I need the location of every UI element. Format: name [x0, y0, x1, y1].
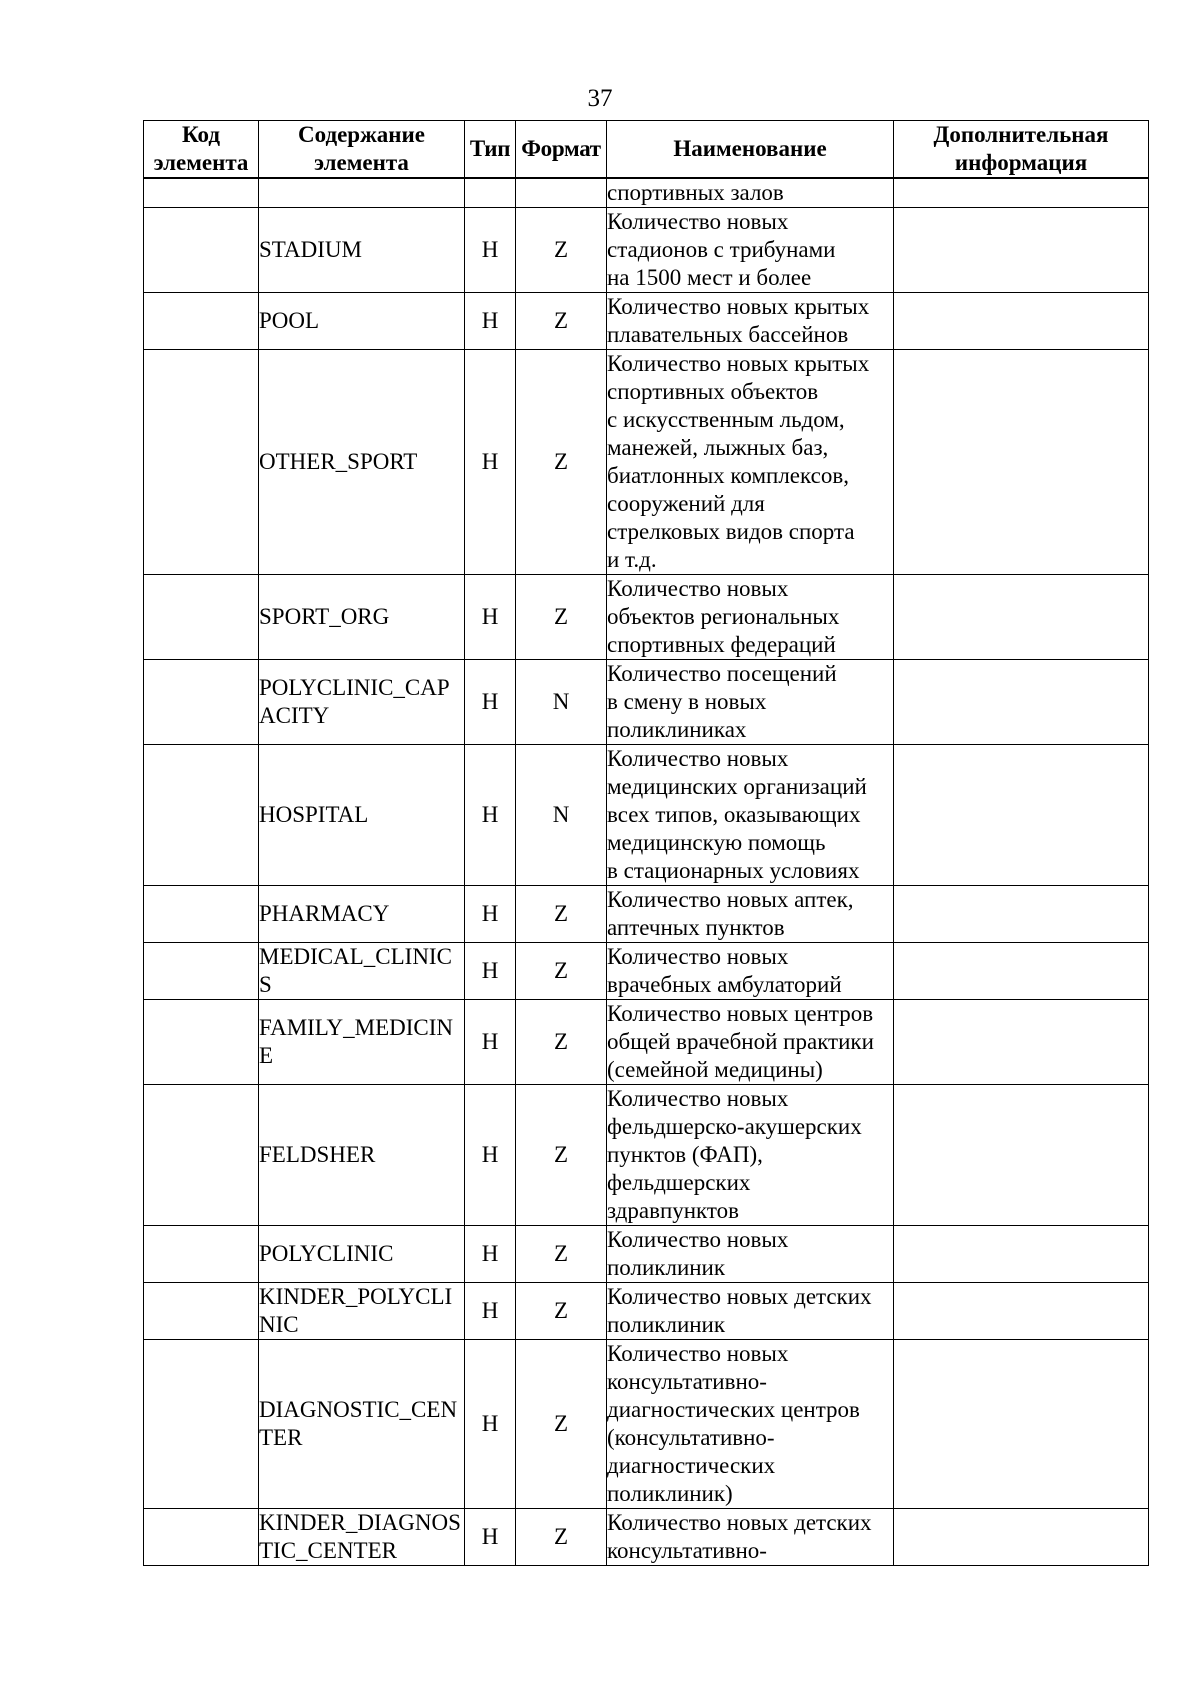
- cell-content: POLYCLINIC_CAPACITY: [259, 660, 465, 745]
- cell-format: Z: [516, 1509, 607, 1566]
- cell-content: [259, 178, 465, 208]
- cell-code: [144, 1283, 259, 1340]
- cell-type: Н: [465, 1000, 516, 1085]
- cell-type: Н: [465, 1085, 516, 1226]
- cell-type: Н: [465, 660, 516, 745]
- cell-extra: [894, 745, 1149, 886]
- cell-code: [144, 1226, 259, 1283]
- cell-content: STADIUM: [259, 208, 465, 293]
- table-row: [144, 1226, 1149, 1283]
- cell-name: Количество новых стадионов с трибунами на 1500 мест и более: [607, 208, 894, 293]
- cell-content: MEDICAL_CLINICS: [259, 943, 465, 1000]
- cell-format: N: [516, 660, 607, 745]
- cell-extra: [894, 1509, 1149, 1566]
- cell-extra: [894, 1085, 1149, 1226]
- cell-name: Количество новых аптек, аптечных пунктов: [607, 886, 894, 943]
- cell-name: Количество новых объектов региональных спортивных федераций: [607, 575, 894, 660]
- cell-type: Н: [465, 1283, 516, 1340]
- table-row: [144, 1340, 1149, 1509]
- cell-name: Количество новых детских консультативно-: [607, 1509, 894, 1566]
- cell-code: [144, 943, 259, 1000]
- cell-extra: [894, 1226, 1149, 1283]
- cell-name: Количество новых крытых спортивных объектов с искусственным льдом, манежей, лыжных баз, биатлонных комплексов, сооружений для стрелковых видов спорта и т.д.: [607, 350, 894, 575]
- cell-type: Н: [465, 886, 516, 943]
- cell-content: POOL: [259, 293, 465, 350]
- cell-format: Z: [516, 886, 607, 943]
- header-name: Наименование: [607, 121, 894, 179]
- cell-code: [144, 1509, 259, 1566]
- header-content: Содержание элемента: [259, 121, 465, 179]
- cell-extra: [894, 943, 1149, 1000]
- table-row: [144, 575, 1149, 660]
- cell-extra: [894, 575, 1149, 660]
- cell-format: Z: [516, 943, 607, 1000]
- cell-content: FAMILY_MEDICINE: [259, 1000, 465, 1085]
- cell-format: Z: [516, 1283, 607, 1340]
- table-row: [144, 1509, 1149, 1566]
- table-row: [144, 1283, 1149, 1340]
- table-row: [144, 886, 1149, 943]
- cell-extra: [894, 660, 1149, 745]
- cell-extra: [894, 1000, 1149, 1085]
- cell-format: Z: [516, 1340, 607, 1509]
- cell-extra: [894, 293, 1149, 350]
- cell-type: Н: [465, 208, 516, 293]
- cell-name: Количество новых крытых плавательных бассейнов: [607, 293, 894, 350]
- cell-name: Количество новых фельдшерско-акушерских пунктов (ФАП), фельдшерских здравпунктов: [607, 1085, 894, 1226]
- cell-type: Н: [465, 745, 516, 886]
- cell-extra: [894, 350, 1149, 575]
- page-number: 37: [587, 85, 613, 112]
- cell-name: Количество новых центров общей врачебной практики (семейной медицины): [607, 1000, 894, 1085]
- cell-extra: [894, 1283, 1149, 1340]
- table-row: [144, 1085, 1149, 1226]
- cell-format: Z: [516, 1000, 607, 1085]
- cell-content: OTHER_SPORT: [259, 350, 465, 575]
- data-table: [143, 120, 1149, 1566]
- cell-name: Количество новых детских поликлиник: [607, 1283, 894, 1340]
- cell-type: [465, 178, 516, 208]
- cell-name: спортивных залов: [607, 178, 894, 208]
- header-format: Формат: [516, 121, 607, 179]
- cell-name: Количество посещений в смену в новых поликлиниках: [607, 660, 894, 745]
- cell-code: [144, 745, 259, 886]
- cell-format: Z: [516, 1226, 607, 1283]
- cell-code: [144, 575, 259, 660]
- cell-content: DIAGNOSTIC_CENTER: [259, 1340, 465, 1509]
- cell-type: Н: [465, 943, 516, 1000]
- cell-content: PHARMACY: [259, 886, 465, 943]
- cell-type: Н: [465, 350, 516, 575]
- cell-extra: [894, 208, 1149, 293]
- cell-code: [144, 1085, 259, 1226]
- cell-format: Z: [516, 208, 607, 293]
- cell-content: FELDSHER: [259, 1085, 465, 1226]
- cell-type: Н: [465, 293, 516, 350]
- table-header-row: [144, 121, 1149, 179]
- cell-code: [144, 886, 259, 943]
- cell-type: Н: [465, 575, 516, 660]
- header-code: Код элемента: [144, 121, 259, 179]
- cell-content: KINDER_POLYCLINIC: [259, 1283, 465, 1340]
- cell-content: HOSPITAL: [259, 745, 465, 886]
- cell-type: Н: [465, 1226, 516, 1283]
- cell-name: Количество новых медицинских организаций всех типов, оказывающих медицинскую помощь в стационарных условиях: [607, 745, 894, 886]
- cell-format: Z: [516, 350, 607, 575]
- cell-code: [144, 178, 259, 208]
- cell-extra: [894, 178, 1149, 208]
- table-row: [144, 745, 1149, 886]
- table-row: [144, 208, 1149, 293]
- table-row: [144, 350, 1149, 575]
- cell-code: [144, 1000, 259, 1085]
- cell-content: POLYCLINIC: [259, 1226, 465, 1283]
- cell-name: Количество новых консультативно- диагностических центров (консультативно- диагностических поликлиник): [607, 1340, 894, 1509]
- cell-code: [144, 1340, 259, 1509]
- header-type: Тип: [465, 121, 516, 179]
- cell-name: Количество новых врачебных амбулаторий: [607, 943, 894, 1000]
- table-row: [144, 660, 1149, 745]
- cell-type: Н: [465, 1340, 516, 1509]
- cell-code: [144, 350, 259, 575]
- cell-format: N: [516, 745, 607, 886]
- cell-format: Z: [516, 293, 607, 350]
- header-extra: Дополнительная информация: [894, 121, 1149, 179]
- cell-extra: [894, 1340, 1149, 1509]
- cell-content: KINDER_DIAGNOSTIC_CENTER: [259, 1509, 465, 1566]
- cell-type: Н: [465, 1509, 516, 1566]
- table-row: [144, 943, 1149, 1000]
- table-row: [144, 178, 1149, 208]
- cell-code: [144, 208, 259, 293]
- table-row: [144, 293, 1149, 350]
- cell-content: SPORT_ORG: [259, 575, 465, 660]
- table-row: [144, 1000, 1149, 1085]
- cell-name: Количество новых поликлиник: [607, 1226, 894, 1283]
- cell-extra: [894, 886, 1149, 943]
- cell-code: [144, 660, 259, 745]
- cell-code: [144, 293, 259, 350]
- cell-format: Z: [516, 1085, 607, 1226]
- cell-format: Z: [516, 575, 607, 660]
- cell-format: [516, 178, 607, 208]
